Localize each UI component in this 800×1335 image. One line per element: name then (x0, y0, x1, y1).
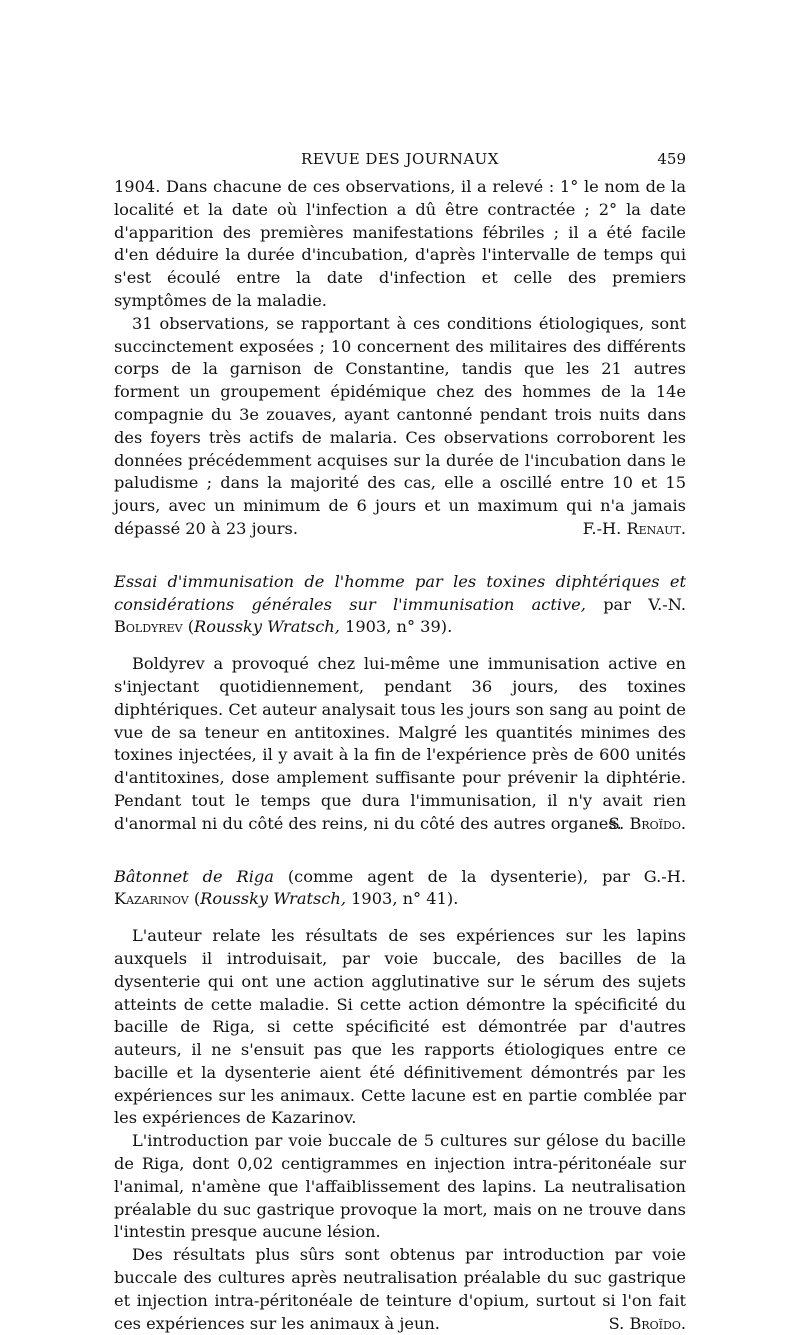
article2-source-issue: 1903, n° 39). (345, 617, 453, 637)
article3-paragraph-2: L'introduction par voie buccale de 5 cultures sur gélose du bacille de Riga, dont 0,02 centigrammes en injection intra-péritonéale sur l'animal, n'amène que l'affaiblissement des lapins. La neutralisation préalable du suc gastrique provoque la mort, mais on ne trouve dans l'intestin presque aucune lésion. (114, 1131, 686, 1242)
article1-paragraph-2: 31 observations, se rapportant à ces conditions étiologiques, sont succinctement exposées ; 10 concernent des militaires des différents corps de la garnison de Constantine, tandis que les 21 autres forment un groupement épidémique chez des hommes de la 14e compagnie du 3e zouaves, ayant cantonné pendant trois nuits dans des foyers très actifs de malaria. Ces observations corroborent les données précédemment acquises sur la durée de l'incubation dans le paludisme ; dans la majorité des cas, elle a oscillé entre 10 et 15 jours, avec un minimum de 6 jours et un maximum qui n'a jamais dépassé 20 à 23 jours. (114, 313, 686, 538)
article2-title (114, 571, 686, 639)
article3-source-issue: 1903, n° 41). (351, 889, 459, 909)
article3-title-rest: (comme agent de la dysenterie), par G.-H. (287, 866, 686, 886)
article3-paragraph-3: Des résultats plus sûrs sont obtenus par introduction par voie buccale des cultures après neutralisation préalable du suc gastrique et injection intra-péritonéale de teinture d'opium, surtout si l'on fait ces expériences sur les animaux à jeun. (114, 1245, 686, 1333)
article-renaut (114, 176, 686, 541)
article3-body-block (114, 925, 686, 1335)
page-header (114, 150, 686, 176)
article3-source-journal: Roussky Wratsch, (200, 889, 346, 909)
article2-signature: S. Broïdo. (608, 813, 686, 833)
journal-page (114, 150, 686, 1335)
article1-signature: F.-H. Renaut. (582, 518, 686, 538)
article2-title-text: Essai d'immunisation de l'homme par les toxines diphtériques et considérations générales sur l'immunisation active, (114, 571, 686, 614)
article3-source-open: ( (193, 889, 201, 909)
article2-source-journal: Roussky Wratsch, (194, 617, 340, 637)
article3-author: Kazarinov (114, 889, 189, 909)
article3-signature: S. Broïdo. (608, 1313, 686, 1333)
article2-body: Boldyrev a provoqué chez lui-même une immunisation active en s'injectant quotidiennement, pendant 36 jours, des toxines diphtériques. Cet auteur analysait tous les jours son sang au point de vue de sa teneur en antitoxines. Malgré les quantités minimes des toxines injectées, il y avait à la fin de l'expérience près de 600 unités d'antitoxines, dose amplement suffisante pour prévenir la diphtérie. Pendant tout le temps que dura l'immunisation, il n'y avait rien d'anormal ni du côté des reins, ni du côté des autres organes. (114, 654, 686, 833)
article2-source-open: ( (187, 617, 195, 637)
article3-title-text: Bâtonnet de Riga (114, 866, 274, 886)
article3-paragraph-1: L'auteur relate les résultats de ses expériences sur les lapins auxquels il introduisait, par voie buccale, des bacilles de la dysenterie qui ont une action agglutinative sur le sérum des sujets atteints de cette maladie. Si cette action démontre la spécificité du bacille de Riga, si cette spécificité est démontrée par d'autres auteurs, il ne s'ensuit pas que les rapports étiologiques entre ce bacille et la dysenterie aient été définitivement démontrés par les expériences sur les animaux. Cette lacune est en partie comblée par les expériences de Kazarinov. (114, 926, 686, 1128)
article3-title (114, 866, 686, 912)
article2-body-block (114, 653, 686, 835)
article2-author: Boldyrev (114, 617, 183, 637)
article1-paragraph-1: 1904. Dans chacune de ces observations, il a relevé : 1° le nom de la localité et la date où l'infection a dû être contractée ; 2° la date d'apparition des premières manifestations fébriles ; il a été facile d'en déduire la durée d'incubation, d'après l'intervalle de temps qui s'est écoulé entre la date d'infection et celle des premiers symptômes de la maladie. (114, 177, 686, 310)
article-kazarinov (114, 866, 686, 1335)
running-title: REVUE DES JOURNAUX (301, 150, 499, 168)
page-number: 459 (657, 150, 686, 168)
article2-by: par V.-N. (603, 594, 686, 614)
article-boldyrev (114, 571, 686, 836)
